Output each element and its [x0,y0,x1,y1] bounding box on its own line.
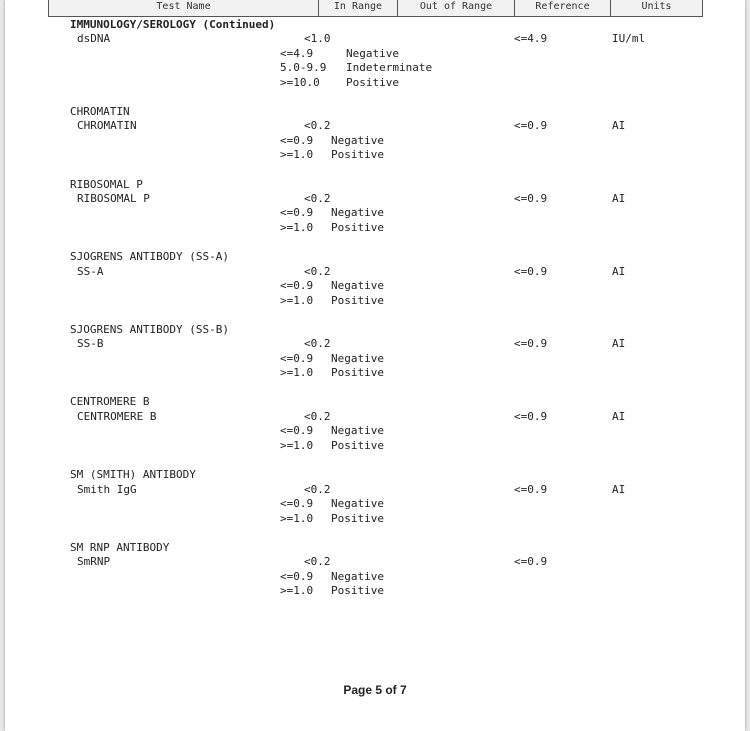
interp-label: Positive [331,148,384,161]
test-result: <0.2 [304,337,331,350]
test-group-title: CENTROMERE B [70,395,150,408]
interp-label: Indeterminate [346,61,433,74]
interp-range: >=1.0 [280,148,314,161]
test-units: AI [612,119,626,132]
interp-range: <=0.9 [280,206,314,219]
interp-label: Negative [346,47,399,60]
header-units: Units [610,0,703,17]
test-name: Smith IgG [77,483,137,496]
test-units: AI [612,265,626,278]
interp-label: Negative [331,134,384,147]
interp-range: >=1.0 [280,221,314,234]
test-reference: <=0.9 [514,265,548,278]
interp-range: >=1.0 [280,584,314,597]
interp-range: >=10.0 [280,76,320,89]
interp-label: Negative [331,570,384,583]
header-out-of-range: Out of Range [397,0,515,17]
test-units: AI [612,410,626,423]
test-result: <0.2 [304,483,331,496]
interp-range: >=1.0 [280,366,314,379]
test-name: SS-B [77,337,104,350]
interp-range: <=0.9 [280,134,314,147]
header-reference: Reference [514,0,611,17]
test-name: SmRNP [77,555,111,568]
interp-label: Negative [331,352,384,365]
test-units: AI [612,192,626,205]
test-result: <1.0 [304,32,331,45]
section-title: IMMUNOLOGY/SEROLOGY (Continued) [70,18,276,31]
test-reference: <=0.9 [514,337,548,350]
interp-label: Positive [331,584,384,597]
test-name: dsDNA [77,32,111,45]
test-reference: <=0.9 [514,483,548,496]
test-units: IU/ml [612,32,646,45]
test-group-title: SM (SMITH) ANTIBODY [70,468,196,481]
interp-range: >=1.0 [280,512,314,525]
interp-label: Negative [331,497,384,510]
test-result: <0.2 [304,555,331,568]
interp-range: <=0.9 [280,352,314,365]
interp-range: <=0.9 [280,424,314,437]
interp-range: <=4.9 [280,47,314,60]
interp-range: >=1.0 [280,439,314,452]
test-name: SS-A [77,265,104,278]
interp-range: 5.0-9.9 [280,61,327,74]
test-group-title: RIBOSOMAL P [70,178,143,191]
page-number: Page 5 of 7 [343,683,407,697]
interp-label: Negative [331,279,384,292]
test-group-title: SM RNP ANTIBODY [70,541,170,554]
interp-label: Positive [331,512,384,525]
test-result: <0.2 [304,192,331,205]
test-reference: <=0.9 [514,410,548,423]
interp-range: <=0.9 [280,279,314,292]
interp-range: >=1.0 [280,294,314,307]
test-units: AI [612,337,626,350]
header-test-name: Test Name [48,0,319,17]
interp-label: Positive [331,294,384,307]
test-reference: <=0.9 [514,192,548,205]
test-result: <0.2 [304,410,331,423]
test-group-title: CHROMATIN [70,105,130,118]
header-in-range: In Range [318,0,398,17]
interp-label: Positive [331,439,384,452]
interp-range: <=0.9 [280,497,314,510]
test-name: CENTROMERE B [77,410,157,423]
interp-label: Negative [331,424,384,437]
test-result: <0.2 [304,265,331,278]
interp-label: Positive [346,76,399,89]
test-reference: <=4.9 [514,32,548,45]
interp-label: Positive [331,221,384,234]
test-name: RIBOSOMAL P [77,192,150,205]
test-reference: <=0.9 [514,555,548,568]
test-group-title: SJOGRENS ANTIBODY (SS-B) [70,323,229,336]
interp-label: Negative [331,206,384,219]
report-page [5,0,745,731]
interp-range: <=0.9 [280,570,314,583]
interp-label: Positive [331,366,384,379]
test-name: CHROMATIN [77,119,137,132]
test-group-title: SJOGRENS ANTIBODY (SS-A) [70,250,229,263]
test-result: <0.2 [304,119,331,132]
test-units: AI [612,483,626,496]
test-reference: <=0.9 [514,119,548,132]
